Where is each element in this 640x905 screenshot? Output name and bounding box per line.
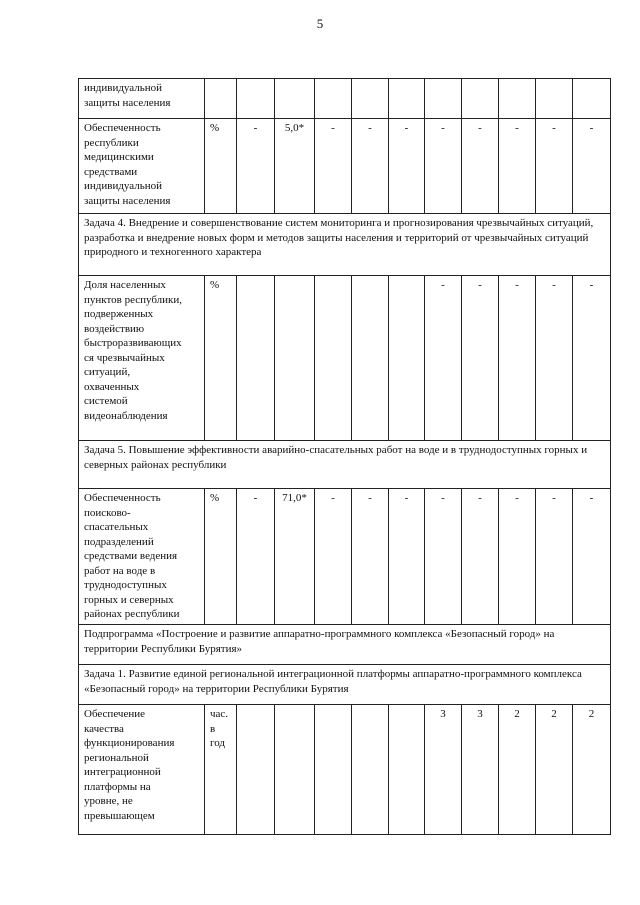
value-cell: -: [425, 276, 462, 441]
value-cell: [352, 705, 389, 835]
unit-cell: %: [205, 489, 237, 625]
value-cell: [315, 79, 352, 119]
value-cell: -: [389, 119, 425, 214]
value-cell: -: [573, 489, 611, 625]
value-cell: [499, 79, 536, 119]
value-cell: -: [237, 119, 275, 214]
value-cell: -: [462, 119, 499, 214]
value-cell: [315, 705, 352, 835]
value-cell: -: [536, 489, 573, 625]
value-cell: [275, 276, 315, 441]
value-cell: -: [425, 119, 462, 214]
value-cell: -: [462, 276, 499, 441]
value-cell: 71,0*: [275, 489, 315, 625]
table-row: [79, 79, 611, 119]
table-row: [79, 119, 611, 214]
value-cell: -: [462, 489, 499, 625]
task-row: [79, 441, 611, 489]
value-cell: -: [573, 276, 611, 441]
value-cell: [237, 705, 275, 835]
value-cell: -: [499, 489, 536, 625]
indicator-name: Доля населенных пунктов республики, подверженных воздействию быстроразвивающих ся чрезвычайных ситуаций, охваченных системой видеонаблюдения: [79, 276, 205, 441]
value-cell: [425, 79, 462, 119]
value-cell: [275, 705, 315, 835]
value-cell: 2: [536, 705, 573, 835]
task-heading: Подпрограмма «Построение и развитие аппаратно-программного комплекса «Безопасный город» на территории Республики Бурятия»: [79, 625, 611, 665]
value-cell: -: [315, 489, 352, 625]
value-cell: 3: [462, 705, 499, 835]
value-cell: [352, 276, 389, 441]
value-cell: -: [315, 119, 352, 214]
value-cell: [352, 79, 389, 119]
task-heading: Задача 4. Внедрение и совершенствование систем мониторинга и прогнозирования чрезвычайных ситуаций, разработка и внедрение новых форм и методов защиты населения и территорий от чрезвычайных ситуаций природного и техногенного характера: [79, 214, 611, 276]
page-number: 5: [316, 16, 324, 31]
value-cell: -: [389, 489, 425, 625]
value-cell: -: [499, 119, 536, 214]
value-cell: -: [425, 489, 462, 625]
indicator-name: Обеспеченность республики медицинскими средствами индивидуальной защиты населения: [79, 119, 205, 214]
unit-cell: [205, 79, 237, 119]
table-body: [79, 79, 611, 835]
indicator-name: Обеспечение качества функционирования региональной интеграционной платформы на уровне, не превышающем: [79, 705, 205, 835]
value-cell: 2: [573, 705, 611, 835]
unit-cell: %: [205, 119, 237, 214]
value-cell: 2: [499, 705, 536, 835]
value-cell: 5,0*: [275, 119, 315, 214]
unit-cell: %: [205, 276, 237, 441]
value-cell: -: [536, 276, 573, 441]
unit-cell: час. в год: [205, 705, 237, 835]
task-row: [79, 214, 611, 276]
value-cell: [275, 79, 315, 119]
table-row: [79, 489, 611, 625]
value-cell: -: [499, 276, 536, 441]
indicator-name: индивидуальной защиты населения: [79, 79, 205, 119]
value-cell: -: [352, 119, 389, 214]
value-cell: -: [536, 119, 573, 214]
value-cell: [536, 79, 573, 119]
value-cell: [389, 79, 425, 119]
value-cell: [237, 79, 275, 119]
task-row: [79, 625, 611, 665]
indicators-table: [78, 78, 611, 835]
table-row: [79, 705, 611, 835]
value-cell: -: [352, 489, 389, 625]
value-cell: [462, 79, 499, 119]
value-cell: -: [237, 489, 275, 625]
value-cell: [573, 79, 611, 119]
value-cell: [389, 276, 425, 441]
value-cell: -: [573, 119, 611, 214]
value-cell: [389, 705, 425, 835]
task-heading: Задача 5. Повышение эффективности аварийно-спасательных работ на воде и в труднодоступных горных и северных районах республики: [79, 441, 611, 489]
value-cell: [237, 276, 275, 441]
task-row: [79, 665, 611, 705]
table-row: [79, 276, 611, 441]
indicator-name: Обеспеченность поисково- спасательных подразделений средствами ведения работ на воде в труднодоступных горных и северных районах республики: [79, 489, 205, 625]
value-cell: [315, 276, 352, 441]
task-heading: Задача 1. Развитие единой региональной интеграционной платформы аппаратно-программного комплекса «Безопасный город» на территории Республики Бурятия: [79, 665, 611, 705]
value-cell: 3: [425, 705, 462, 835]
